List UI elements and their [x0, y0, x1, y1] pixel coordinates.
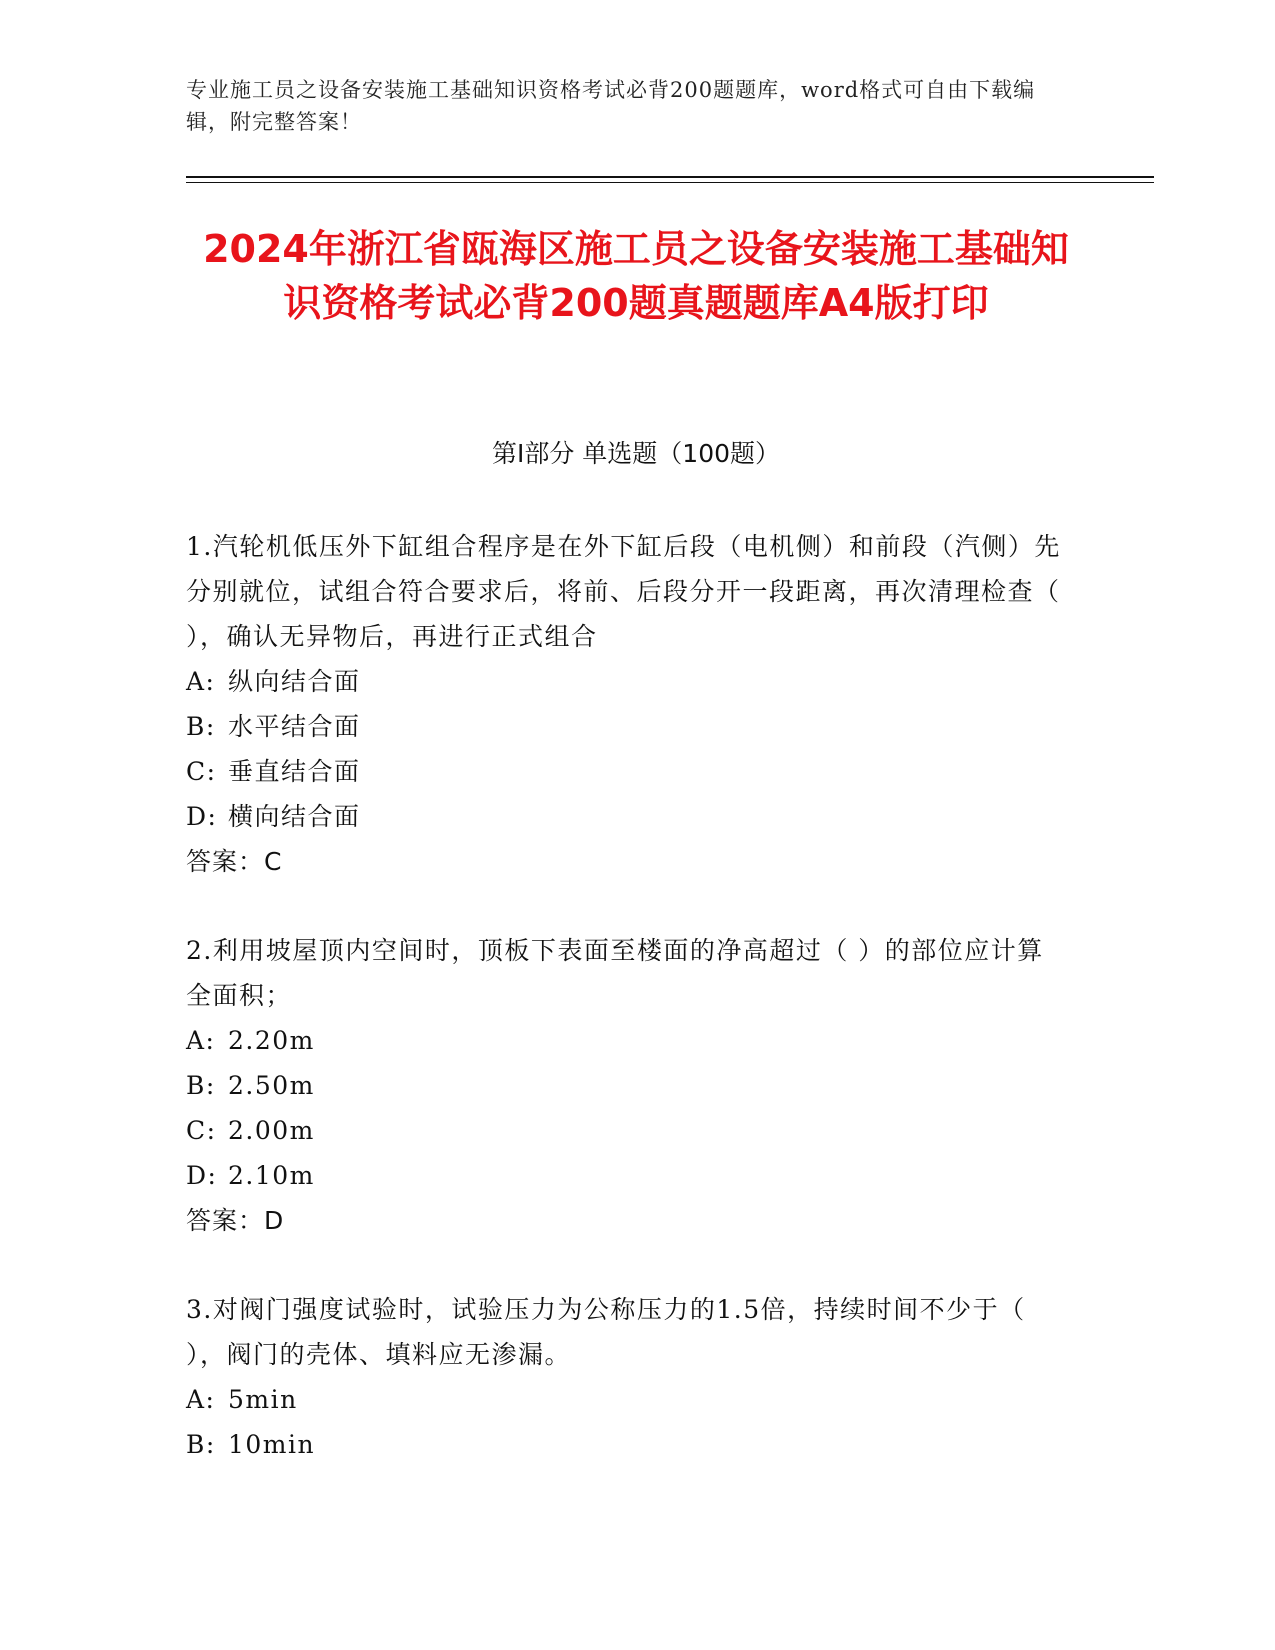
document-title: 2024年浙江省瓯海区施工员之设备安装施工基础知识资格考试必背200题真题题库A4版打印: [203, 227, 1069, 325]
answer-line: 答案：D: [186, 1206, 285, 1235]
option-letter: A:: [186, 1026, 216, 1055]
option-letter: C:: [186, 1116, 217, 1145]
option-d: [186, 794, 1066, 839]
question-stem: 2.利用坡屋顶内空间时，顶板下表面至楼面的净高超过（ ）的部位应计算全面积；: [186, 936, 1044, 1010]
option-text: 横向结合面: [228, 802, 361, 831]
question-list: [186, 524, 1066, 1511]
option-a: [186, 1377, 1066, 1422]
answer-line: 答案：C: [186, 847, 283, 876]
question-2: [186, 928, 1066, 1243]
question-3: [186, 1287, 1066, 1467]
option-text: 垂直结合面: [228, 757, 361, 786]
option-b: [186, 1063, 1066, 1108]
option-letter: D:: [186, 802, 218, 831]
option-letter: A:: [186, 667, 216, 696]
option-text: 10min: [228, 1430, 316, 1459]
section-heading: 第I部分 单选题（100题）: [491, 439, 781, 468]
header-note: 专业施工员之设备安装施工基础知识资格考试必背200题题库，word格式可自由下载编辑，附完整答案！: [186, 78, 1036, 134]
option-text: 水平结合面: [228, 712, 361, 741]
question-1: [186, 524, 1066, 884]
option-c: [186, 1108, 1066, 1153]
option-text: 纵向结合面: [228, 667, 361, 696]
option-text: 2.10m: [228, 1161, 315, 1190]
option-b: [186, 1422, 1066, 1467]
option-a: [186, 659, 1066, 704]
option-text: 2.50m: [228, 1071, 315, 1100]
option-c: [186, 749, 1066, 794]
option-letter: B:: [186, 712, 216, 741]
option-text: 5min: [228, 1385, 298, 1414]
option-text: 2.20m: [228, 1026, 315, 1055]
header-divider-thin: [186, 182, 1154, 183]
header-divider-thick: [186, 176, 1154, 178]
question-stem: 3.对阀门强度试验时，试验压力为公称压力的1.5倍，持续时间不少于（ ），阀门的壳体、填料应无渗漏。: [186, 1295, 1026, 1369]
option-a: [186, 1018, 1066, 1063]
option-letter: A:: [186, 1385, 216, 1414]
option-letter: C:: [186, 757, 217, 786]
option-letter: B:: [186, 1430, 216, 1459]
option-b: [186, 704, 1066, 749]
option-letter: D:: [186, 1161, 218, 1190]
option-text: 2.00m: [228, 1116, 315, 1145]
option-letter: B:: [186, 1071, 216, 1100]
option-d: [186, 1153, 1066, 1198]
question-stem: 1.汽轮机低压外下缸组合程序是在外下缸后段（电机侧）和前段（汽侧）先分别就位，试组合符合要求后，将前、后段分开一段距离，再次清理检查（ ），确认无异物后，再进行正式组合: [186, 532, 1061, 651]
